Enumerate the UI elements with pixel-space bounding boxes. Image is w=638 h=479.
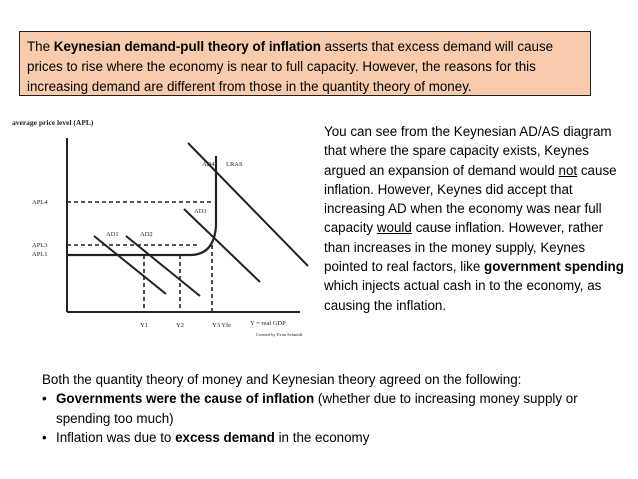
as-curve	[67, 156, 216, 255]
agreement-lead: Both the quantity theory of money and Keynesian theory agreed on the following:	[42, 372, 522, 387]
agreement-item-excess-demand	[42, 428, 612, 447]
explanation-part-2: cause inflation. However, Keynes did accept that increasing AD when the economy was near full capacity	[324, 162, 617, 236]
agreement-list	[42, 389, 612, 447]
agreement-item-governments-bold: Governments were the cause of inflation	[56, 391, 315, 407]
agreement-section	[42, 370, 612, 447]
ad2-label: AD2	[140, 231, 153, 238]
apl4-label: APL4	[32, 199, 48, 206]
x-axis-label: Y = real GDP	[250, 320, 286, 327]
apl1-label: APL1	[32, 251, 48, 258]
explanation-part-3: cause inflation. However, rather than increases in the money supply, Keynes pointed to real factors, like	[324, 220, 604, 275]
agreement-item-governments-rest: (whether due to increasing money supply or spending too much)	[56, 391, 578, 426]
apl3-label: APL3	[32, 242, 48, 249]
explanation-government-spending: government spending	[484, 259, 624, 275]
ad1-label: AD1	[106, 231, 119, 238]
agreement-item-excess-demand-b: in the economy	[274, 429, 370, 445]
ad-as-diagram-svg	[10, 116, 328, 344]
ad-as-diagram	[10, 116, 328, 344]
credit-label: Created by Evan Schmidt	[256, 332, 303, 337]
intro-theory-name: Keynesian demand-pull theory of inflation	[53, 39, 321, 54]
y1-label: Y1	[140, 322, 148, 329]
agreement-item-governments	[42, 389, 612, 428]
intro-text-start: The	[27, 39, 54, 54]
explanation-part-4: which injects actual cash in to the economy, as causing the inflation.	[324, 278, 602, 313]
intro-box	[19, 31, 591, 96]
explanation-underline-would: would	[376, 220, 412, 236]
intro-text-rest: asserts that excess demand will cause prices to rise where the economy is near to full capacity. However, the reasons for this increasing demand are different from those in the quantity theory of money.	[27, 39, 554, 94]
agreement-item-excess-demand-a: Inflation was due to	[56, 429, 176, 445]
explanation-underline-not: not	[558, 162, 578, 178]
ad3-label: AD3	[194, 208, 207, 215]
explanation-text	[324, 122, 624, 315]
y-axis-label: average price level (APL)	[12, 118, 94, 127]
y3-yfe-label: Y3 Yfe	[212, 322, 232, 329]
explanation-part-1: You can see from the Keynesian AD/AS diagram that where the spare capacity exists, Keynes argued an expansion of demand would	[324, 124, 612, 178]
agreement-item-excess-demand-bold: excess demand	[175, 429, 275, 445]
ad4-label: AD4	[202, 161, 215, 168]
lras-label: LRAS	[226, 161, 243, 168]
y2-label: Y2	[176, 322, 184, 329]
